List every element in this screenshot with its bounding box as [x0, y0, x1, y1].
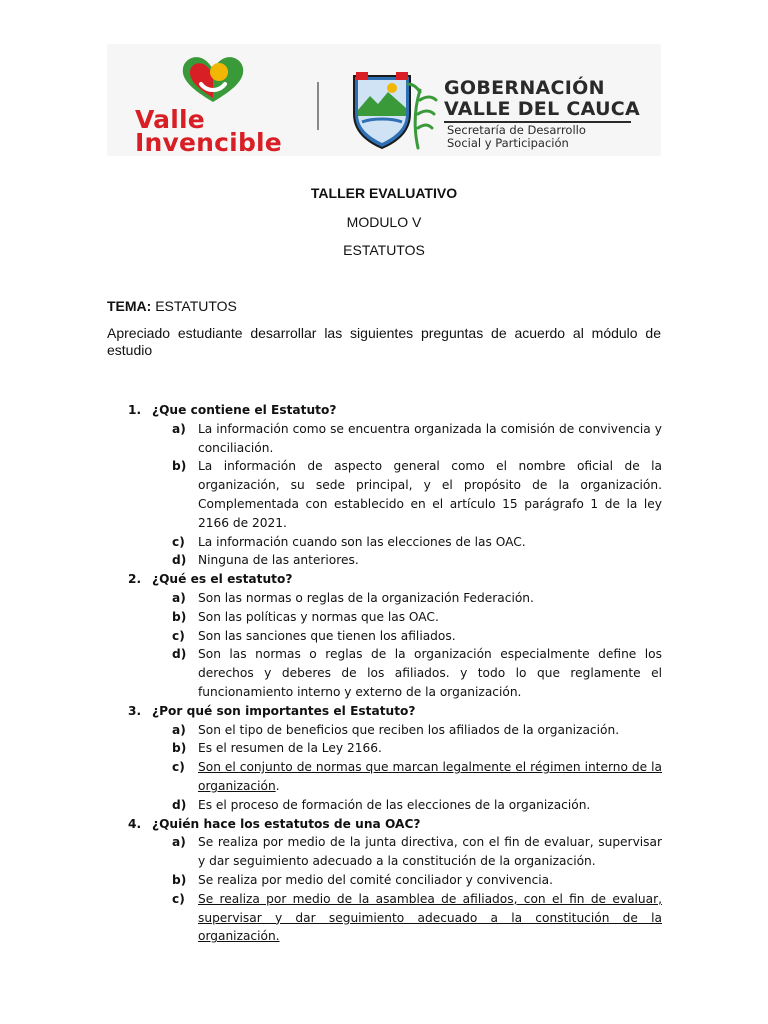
option-letter: c): [172, 628, 185, 643]
option-letter: a): [172, 421, 186, 436]
option-text: Son el tipo de beneficios que reciben los afiliados de la organización.: [198, 722, 620, 737]
wordmark-line-1: Valle: [135, 105, 205, 134]
secretaria-line-1: Secretaría de Desarrollo: [447, 123, 586, 137]
gobernacion-line-2: VALLE DEL CAUCA: [444, 98, 641, 120]
option-letter: a): [172, 722, 186, 737]
question-text: ¿Que contiene el Estatuto?: [152, 403, 337, 417]
secretaria-line-2: Social y Participación: [447, 136, 569, 150]
option-letter: a): [172, 835, 186, 850]
answer-option: [128, 758, 662, 796]
answer-option: [128, 420, 662, 458]
option-text: Se realiza por medio de la asamblea de afiliados, con el fin de evaluar, supervisar y dar seguimiento adecuado a la constitución de la organización.: [198, 891, 662, 944]
answer-option: [128, 533, 662, 552]
option-letter: d): [172, 647, 187, 662]
option-letter: c): [172, 891, 185, 906]
valle-del-cauca-coat-of-arms-icon: [348, 70, 440, 152]
gobernacion-title: [444, 78, 640, 120]
option-letter: d): [172, 797, 187, 812]
question-3: [128, 702, 662, 721]
document-header: [107, 44, 661, 156]
intro-paragraph: Apreciado estudiante desarrollar las siguientes preguntas de acuerdo al módulo de estudio: [107, 325, 661, 358]
answer-option: [128, 627, 662, 646]
answer-option: [128, 457, 662, 532]
question-text: ¿Quién hace los estatutos de una OAC?: [152, 816, 421, 831]
question-text: ¿Por qué son importantes el Estatuto?: [152, 703, 416, 718]
option-text: Son las políticas y normas que las OAC.: [198, 609, 439, 624]
option-text: Se realiza por medio de la junta directiva, con el fin de evaluar, supervisar y dar seguimiento adecuado a la constitución de la organización.: [198, 835, 662, 869]
question-4: [128, 815, 662, 834]
answer-option: [128, 608, 662, 627]
tema-label: TEMA:: [107, 298, 152, 314]
option-letter: b): [172, 872, 187, 887]
tema-line: [107, 298, 237, 314]
option-text: Son las normas o reglas de la organización especialmente define los derechos y deberes de los afiliados. y todo lo que reglamente el funcionamiento interno y externo de la organización.: [198, 647, 662, 699]
option-text: Ninguna de las anteriores.: [198, 553, 359, 568]
wordmark-line-2: Invencible: [135, 128, 282, 157]
answer-option: [128, 645, 662, 701]
question-1: [128, 401, 662, 420]
option-text: Son las normas o reglas de la organización Federación.: [198, 590, 534, 605]
question-number: 1.: [128, 403, 142, 417]
answer-option: [128, 721, 662, 740]
option-text: Son el conjunto de normas que marcan legalmente el régimen interno de la organización: [198, 760, 662, 793]
question-number: 3.: [128, 703, 142, 718]
option-letter: b): [172, 609, 187, 624]
valle-invencible-wordmark: [135, 105, 305, 157]
answer-option: [128, 739, 662, 758]
answer-option: [128, 871, 662, 890]
tema-value: ESTATUTOS: [151, 298, 237, 314]
topic-title: ESTATUTOS: [343, 242, 425, 258]
gobernacion-line-1: GOBERNACIÓN: [444, 77, 605, 99]
logo-divider: [317, 82, 319, 130]
option-letter: c): [172, 760, 185, 775]
answer-option: [128, 890, 662, 946]
option-letter: c): [172, 534, 185, 549]
option-text: Es el resumen de la Ley 2166.: [198, 741, 382, 756]
heart-logo-icon: [179, 54, 247, 104]
option-letter: b): [172, 459, 187, 474]
option-text: La información de aspecto general como el nombre oficial de la organización, su sede principal, y el propósito de la organización. Complementada con establecido en el artículo 15 parágrafo 1 de la ley 2166 de 2021.: [198, 459, 662, 530]
option-text: Es el proceso de formación de las elecciones de la organización.: [198, 797, 591, 812]
option-letter: d): [172, 553, 187, 568]
option-letter: a): [172, 590, 186, 605]
questions-list: [128, 401, 662, 946]
option-text: La información como se encuentra organizada la comisión de convivencia y conciliación.: [198, 421, 662, 455]
answer-option: [128, 833, 662, 871]
option-suffix: .: [275, 778, 280, 793]
module-title: MODULO V: [346, 214, 422, 230]
answer-option: [128, 551, 662, 570]
question-number: 2.: [128, 572, 142, 587]
option-text: La información cuando son las elecciones de las OAC.: [198, 534, 526, 549]
question-2: [128, 570, 662, 589]
option-letter: b): [172, 741, 187, 756]
question-text: ¿Qué es el estatuto?: [152, 572, 293, 587]
answer-option: [128, 796, 662, 815]
option-text: Son las sanciones que tienen los afiliados.: [198, 628, 456, 643]
answer-option: [128, 589, 662, 608]
secretaria-subtitle: [447, 124, 586, 150]
valle-invencible-logo: [135, 54, 295, 157]
option-text: Se realiza por medio del comité conciliador y convivencia.: [198, 872, 554, 887]
document-title: TALLER EVALUATIVO: [310, 185, 458, 201]
question-number: 4.: [128, 816, 142, 831]
